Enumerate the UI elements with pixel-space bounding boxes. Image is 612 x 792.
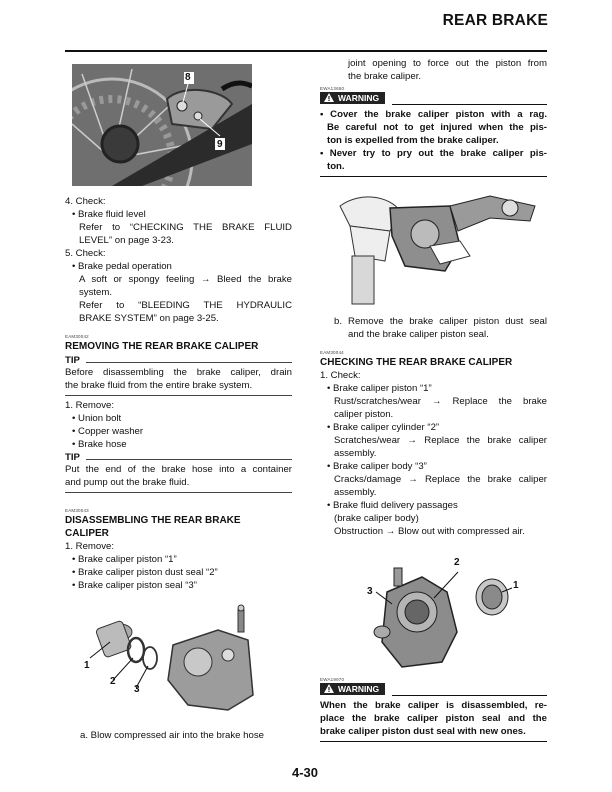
list-item: • Brake caliper piston “1” — [72, 554, 177, 565]
list-item: • Brake caliper piston “1” — [327, 383, 432, 394]
warning-text: When the brake caliper is disassembled, re- — [320, 700, 547, 711]
remove-step: 1. Remove: — [65, 400, 115, 411]
section-heading-disassembling: DISASSEMBLING THE REAR BRAKE — [65, 515, 241, 526]
warning-triangle-icon — [324, 93, 334, 104]
header-rule — [65, 50, 547, 52]
tip-label: TIP — [65, 452, 80, 463]
figure-caliper-parts — [362, 552, 542, 674]
list-item: assembly. — [334, 487, 377, 498]
figure-caliper-exploded — [78, 600, 290, 725]
warning-text: • Cover the brake caliper piston with a rag. — [320, 109, 547, 120]
callout-3: 3 — [367, 586, 373, 597]
list-item: • Brake caliper piston seal “3” — [72, 580, 197, 591]
callout-8: 8 — [185, 72, 191, 83]
list-item: system. — [79, 287, 113, 298]
list-item: Cracks/damage → Replace the brake caliper — [334, 474, 547, 485]
list-item: A soft or spongy feeling → Bleed the brake — [79, 274, 292, 285]
figure-caliper-in-hand — [330, 186, 540, 308]
warning-badge — [320, 92, 385, 104]
list-item: • Brake caliper cylinder “2” — [327, 422, 440, 433]
section-code: EAM30043 — [65, 508, 89, 513]
list-item: Refer to “CHECKING THE BRAKE FLUID — [79, 222, 292, 233]
list-item: BRAKE SYSTEM” on page 3-25. — [79, 313, 219, 324]
warning-triangle-icon — [324, 684, 334, 695]
list-item: Obstruction → Blow out with compressed air. — [334, 526, 525, 537]
page-number: 4-30 — [292, 765, 319, 780]
list-item: • Brake caliper body “3” — [327, 461, 427, 472]
warning-code: EWA19970 — [320, 677, 345, 682]
section-code: EAM30044 — [320, 350, 344, 355]
tip-text: Put the end of the brake hose into a container — [65, 464, 292, 475]
list-item: • Brake pedal operation — [72, 261, 172, 272]
callout-2: 2 — [110, 676, 116, 687]
step-a: a. Blow compressed air into the brake hose — [80, 730, 264, 741]
callout-9: 9 — [217, 139, 223, 150]
list-item: Refer to “BLEEDING THE HYDRAULIC — [79, 300, 292, 311]
callout-2: 2 — [454, 557, 460, 568]
list-item: assembly. — [334, 448, 377, 459]
disassemble-step: 1. Remove: — [65, 541, 115, 552]
list-item: • Copper washer — [72, 426, 144, 437]
cont-text: the brake caliper. — [348, 71, 422, 82]
warning-rule — [392, 695, 547, 696]
warning-badge — [320, 683, 385, 695]
tip-end-rule — [65, 492, 292, 493]
warning-text: ton is expelled from the brake caliper. — [327, 135, 499, 146]
tip-text: and pump out the brake fluid. — [65, 477, 190, 488]
check-step-5: 5. Check: — [65, 248, 106, 259]
step-b: and the brake caliper piston seal. — [348, 329, 489, 340]
step-b: b. Remove the brake caliper piston dust seal — [334, 316, 547, 327]
check-step: 1. Check: — [320, 370, 361, 381]
warning-text: • Never try to pry out the brake caliper pis- — [320, 148, 547, 159]
tip-end-rule — [65, 395, 292, 396]
warning-label: WARNING — [338, 93, 380, 103]
list-item: • Union bolt — [72, 413, 122, 424]
figure-rear-wheel-caliper — [72, 64, 252, 186]
section-heading-disassembling-2: CALIPER — [65, 528, 109, 539]
cont-text: joint opening to force out the piston from — [348, 58, 547, 69]
warning-label: WARNING — [338, 684, 380, 694]
list-item: (brake caliper body) — [334, 513, 419, 524]
list-item: Scratches/wear → Replace the brake caliper — [334, 435, 547, 446]
callout-1: 1 — [84, 660, 90, 671]
tip-rule — [86, 362, 292, 363]
list-item: • Brake caliper piston dust seal “2” — [72, 567, 218, 578]
page-title: REAR BRAKE — [442, 12, 548, 29]
list-item: Rust/scratches/wear → Replace the brake — [334, 396, 547, 407]
callout-1: 1 — [513, 580, 519, 591]
warning-end-rule — [320, 741, 547, 742]
section-code: EAM30042 — [65, 334, 89, 339]
tip-text: Before disassembling the brake caliper, drain — [65, 367, 292, 378]
warning-code: EWA13650 — [320, 86, 345, 91]
list-item: • Brake fluid delivery passages — [327, 500, 458, 511]
check-step-4: 4. Check: — [65, 196, 106, 207]
warning-text: Be careful not to get injured when the pis- — [327, 122, 547, 133]
tip-text: the brake fluid from the entire brake system. — [65, 380, 253, 391]
list-item: • Brake fluid level — [72, 209, 146, 220]
section-heading-removing: REMOVING THE REAR BRAKE CALIPER — [65, 341, 259, 352]
tip-rule — [86, 459, 292, 460]
tip-label: TIP — [65, 355, 80, 366]
warning-rule — [392, 104, 547, 105]
list-item: LEVEL” on page 3-23. — [79, 235, 174, 246]
callout-3: 3 — [134, 684, 140, 695]
list-item: • Brake hose — [72, 439, 127, 450]
warning-text: ton. — [327, 161, 345, 172]
warning-end-rule — [320, 176, 547, 177]
warning-text: place the brake caliper piston seal and the — [320, 713, 547, 724]
section-heading-checking: CHECKING THE REAR BRAKE CALIPER — [320, 357, 513, 368]
warning-text: brake caliper piston dust seal with new ones. — [320, 726, 526, 737]
list-item: caliper piston. — [334, 409, 394, 420]
